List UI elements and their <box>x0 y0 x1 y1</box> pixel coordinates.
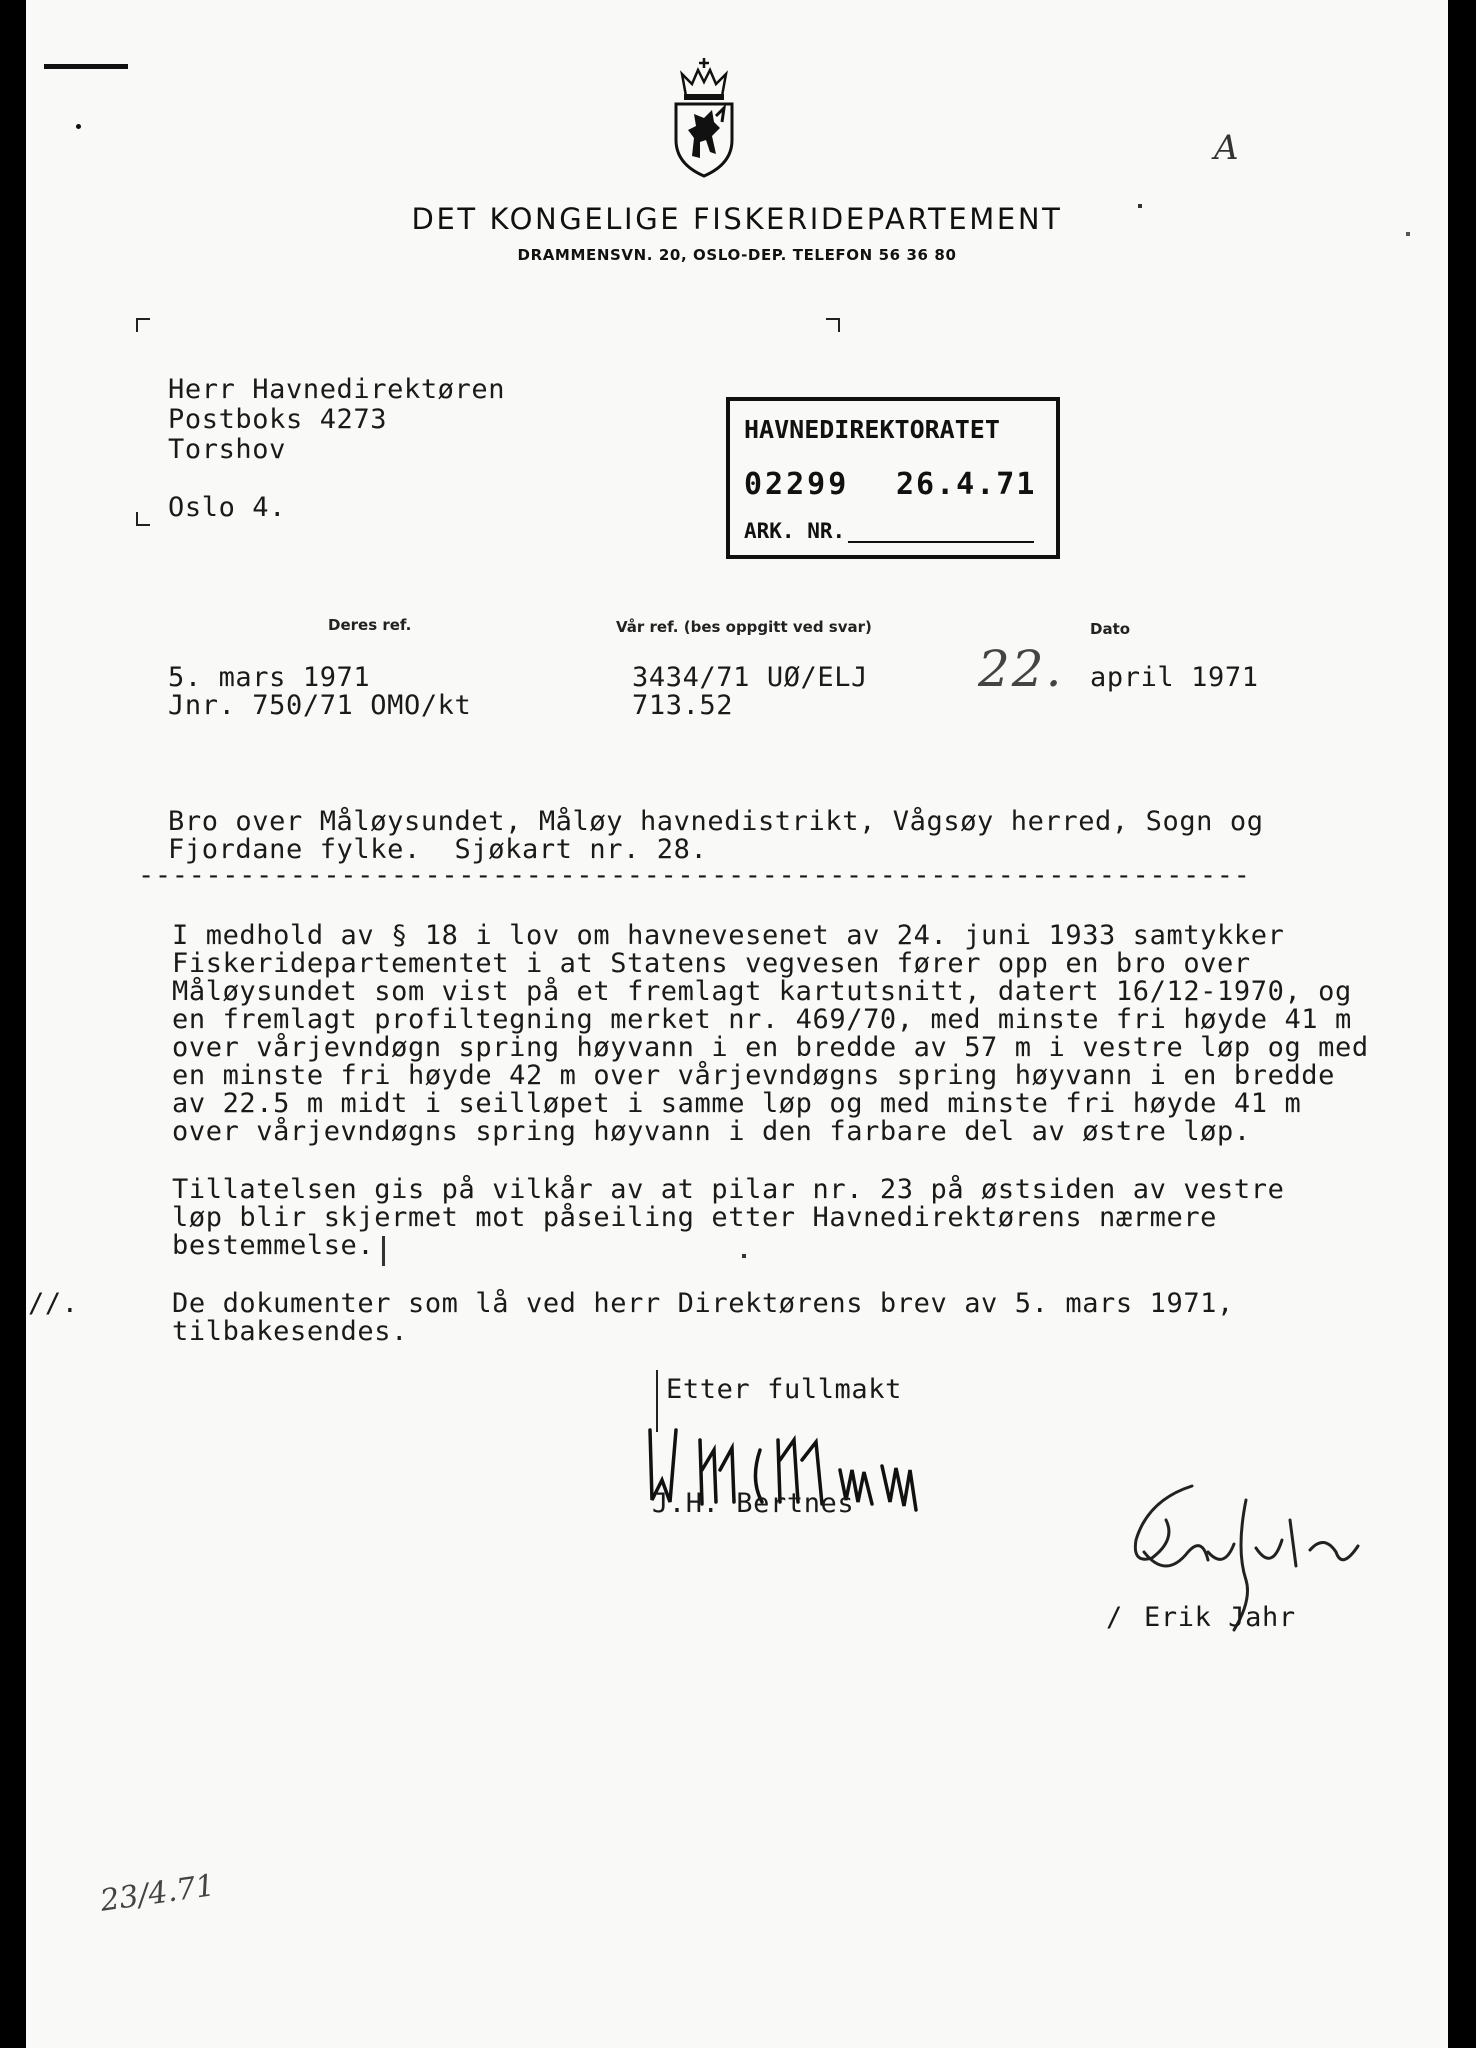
recipient-line: Torshov <box>168 434 286 465</box>
coat-of-arms-icon <box>670 56 738 180</box>
margin-mark: //. <box>28 1288 79 1319</box>
body-line: Måløysundet som vist på et fremlagt kartutsnitt, datert 16/12-1970, og <box>172 976 1352 1007</box>
body-line: De dokumenter som lå ved herr Direktørens brev av 5. mars 1971, <box>172 1288 1234 1319</box>
window-corner-tr <box>826 318 840 332</box>
margin-dash <box>44 64 128 69</box>
stamp-ark-label: ARK. NR. <box>744 519 846 543</box>
body-line: Tillatelsen gis på vilkår av at pilar nr. 23 på østsiden av vestre <box>172 1174 1285 1205</box>
recipient-line: Oslo 4. <box>168 492 286 523</box>
subject-line: Bro over Måløysundet, Måløy havnedistrikt, Vågsøy herred, Sogn og <box>168 806 1264 837</box>
letterhead-title: DET KONGELIGE FISKERIDEPARTEMENT <box>411 202 1063 236</box>
subject-line: Fjordane fylke. Sjøkart nr. 28. <box>168 834 708 865</box>
deres-ref-label: Deres ref. <box>328 616 412 634</box>
body-line: over vårjevndøgn spring høyvann i en bredde av 57 m i vestre løp og med <box>172 1032 1369 1063</box>
closing-authority: Etter fullmakt <box>666 1374 902 1405</box>
body-line: tilbakesendes. <box>172 1316 408 1347</box>
recipient-line: Postboks 4273 <box>168 404 388 435</box>
body-line: en fremlagt profiltegning merket nr. 469/70, med minste fri høyde 41 m <box>172 1004 1352 1035</box>
received-stamp <box>726 397 1060 559</box>
signer-slash: / <box>1106 1602 1123 1633</box>
deres-ref-value: Jnr. 750/71 OMO/kt <box>168 690 472 721</box>
deres-ref-value: 5. mars 1971 <box>168 662 371 693</box>
letter-page <box>26 0 1448 2048</box>
handwritten-date: 23/4.71 <box>98 1868 217 1919</box>
var-ref-value: 3434/71 UØ/ELJ <box>632 662 868 693</box>
window-corner-bl <box>136 512 150 526</box>
signer-name: Erik Jahr <box>1144 1602 1296 1633</box>
edit-bracket <box>382 1236 385 1266</box>
stamp-ark-line <box>848 541 1034 543</box>
subject-rule: ------------------------------------------------------------------ <box>138 860 1251 891</box>
stamp-date: 26.4.71 <box>896 467 1037 502</box>
margin-dot <box>76 124 81 129</box>
body-line: løp blir skjermet mot påseiling etter Havnedirektørens nærmere <box>172 1202 1218 1233</box>
var-ref-value: 713.52 <box>632 690 734 721</box>
recipient-line: Herr Havnedirektøren <box>168 374 506 405</box>
signature-jahr <box>1096 1480 1396 1660</box>
signer-name: J.H. Bertnes <box>652 1488 855 1519</box>
edit-dot <box>742 1254 746 1258</box>
dato-handwritten-day: 22. <box>978 640 1064 698</box>
body-line: over vårjevndøgns spring høyvann i den farbare del av østre løp. <box>172 1116 1251 1147</box>
stamp-number: 02299 <box>744 467 850 502</box>
body-line: I medhold av § 18 i lov om havnevesenet av 24. juni 1933 samtykker <box>172 920 1285 951</box>
dato-label: Dato <box>1090 620 1131 638</box>
dato-value: april 1971 <box>1090 662 1259 693</box>
body-line: bestemmelse. <box>172 1230 375 1261</box>
window-corner-tl <box>136 318 150 332</box>
body-line: en minste fri høyde 42 m over vårjevndøgns spring høyvann i en bredde <box>172 1060 1336 1091</box>
corner-mark: A <box>1214 128 1239 168</box>
body-line: Fiskeridepartementet i at Statens vegvesen fører opp en bro over <box>172 948 1251 979</box>
stamp-title: HAVNEDIREKTORATET <box>744 415 1000 444</box>
letterhead-address: DRAMMENSVN. 20, OSLO-DEP. TELEFON 56 36 80 <box>517 246 957 264</box>
body-line: av 22.5 m midt i seilløpet i samme løp og med minste fri høyde 41 m <box>172 1088 1302 1119</box>
var-ref-label: Vår ref. (bes oppgitt ved svar) <box>616 618 872 636</box>
